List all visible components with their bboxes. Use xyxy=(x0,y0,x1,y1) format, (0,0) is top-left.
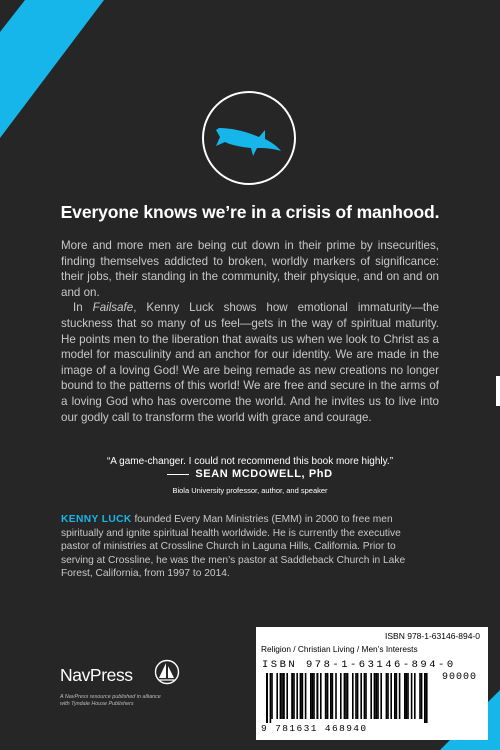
publisher-note: A NavPress resource published in alliance with Tyndale House Publishers xyxy=(60,694,161,707)
endorsement-quote: “A game-changer. I could not recommend this book more highly.” xyxy=(106,456,394,467)
barcode-bars xyxy=(266,673,438,723)
shark-icon xyxy=(201,90,297,186)
author-bio: KENNY LUCK founded Every Man Ministries (EMM) in 2000 to free men spiritually and ignite spiritual health worldwide. He is currently the executive pastor of ministries at Crossline Church in Laguna Hills, California. Prior to serving at Crossline, he was the men’s pastor at Saddleback Church in Lake Forest, California, from 1997 to 2014. xyxy=(61,514,406,579)
sailboat-icon xyxy=(154,659,180,685)
dash-divider xyxy=(167,474,189,475)
headline: Everyone knows we’re in a crisis of manhood. xyxy=(60,202,440,222)
barcode-box xyxy=(256,627,488,740)
description-paragraph-2: In Failsafe, Kenny Luck shows how emotional immaturity—the stuckness that so many of us feel—gets in the way of spiritual maturity. He points men to the liberation that awaits us when we look to Christ as a model for masculinity and an anchor for our identity. We are made in the image of a loving God! We are being remade as new creations no longer bound to the patterns of this world! We are free and secure in the arms of a loving God who has overcome the world. And he invites us to live into our godly call to transform the world with grace and courage. xyxy=(61,301,439,424)
description xyxy=(61,238,439,425)
isbn-barcode-text: ISBN 978-1-63146-894-0 xyxy=(262,659,456,671)
endorsement-author: SEAN MCDOWELL, PhD xyxy=(60,468,440,480)
book-title: Failsafe xyxy=(92,301,134,315)
category-label: Religion / Christian Living / Men’s Interests xyxy=(261,644,418,654)
isbn-label: ISBN 978-1-63146-894-0 xyxy=(385,631,480,641)
price-code: 90000 xyxy=(442,672,478,683)
barcode-digits: 9 781631 468940 xyxy=(261,723,368,734)
description-paragraph-1: More and more men are being cut down in their prime by insecurities, finding themselves addicted to broken, worldly markers of significance: their jobs, their standing in the community, their physique, and on and on and on. xyxy=(61,239,439,299)
publisher-name: NavPress xyxy=(60,665,133,685)
author-name: KENNY LUCK xyxy=(61,514,132,525)
endorsement-affiliation: Biola University professor, author, and speaker xyxy=(172,486,328,495)
